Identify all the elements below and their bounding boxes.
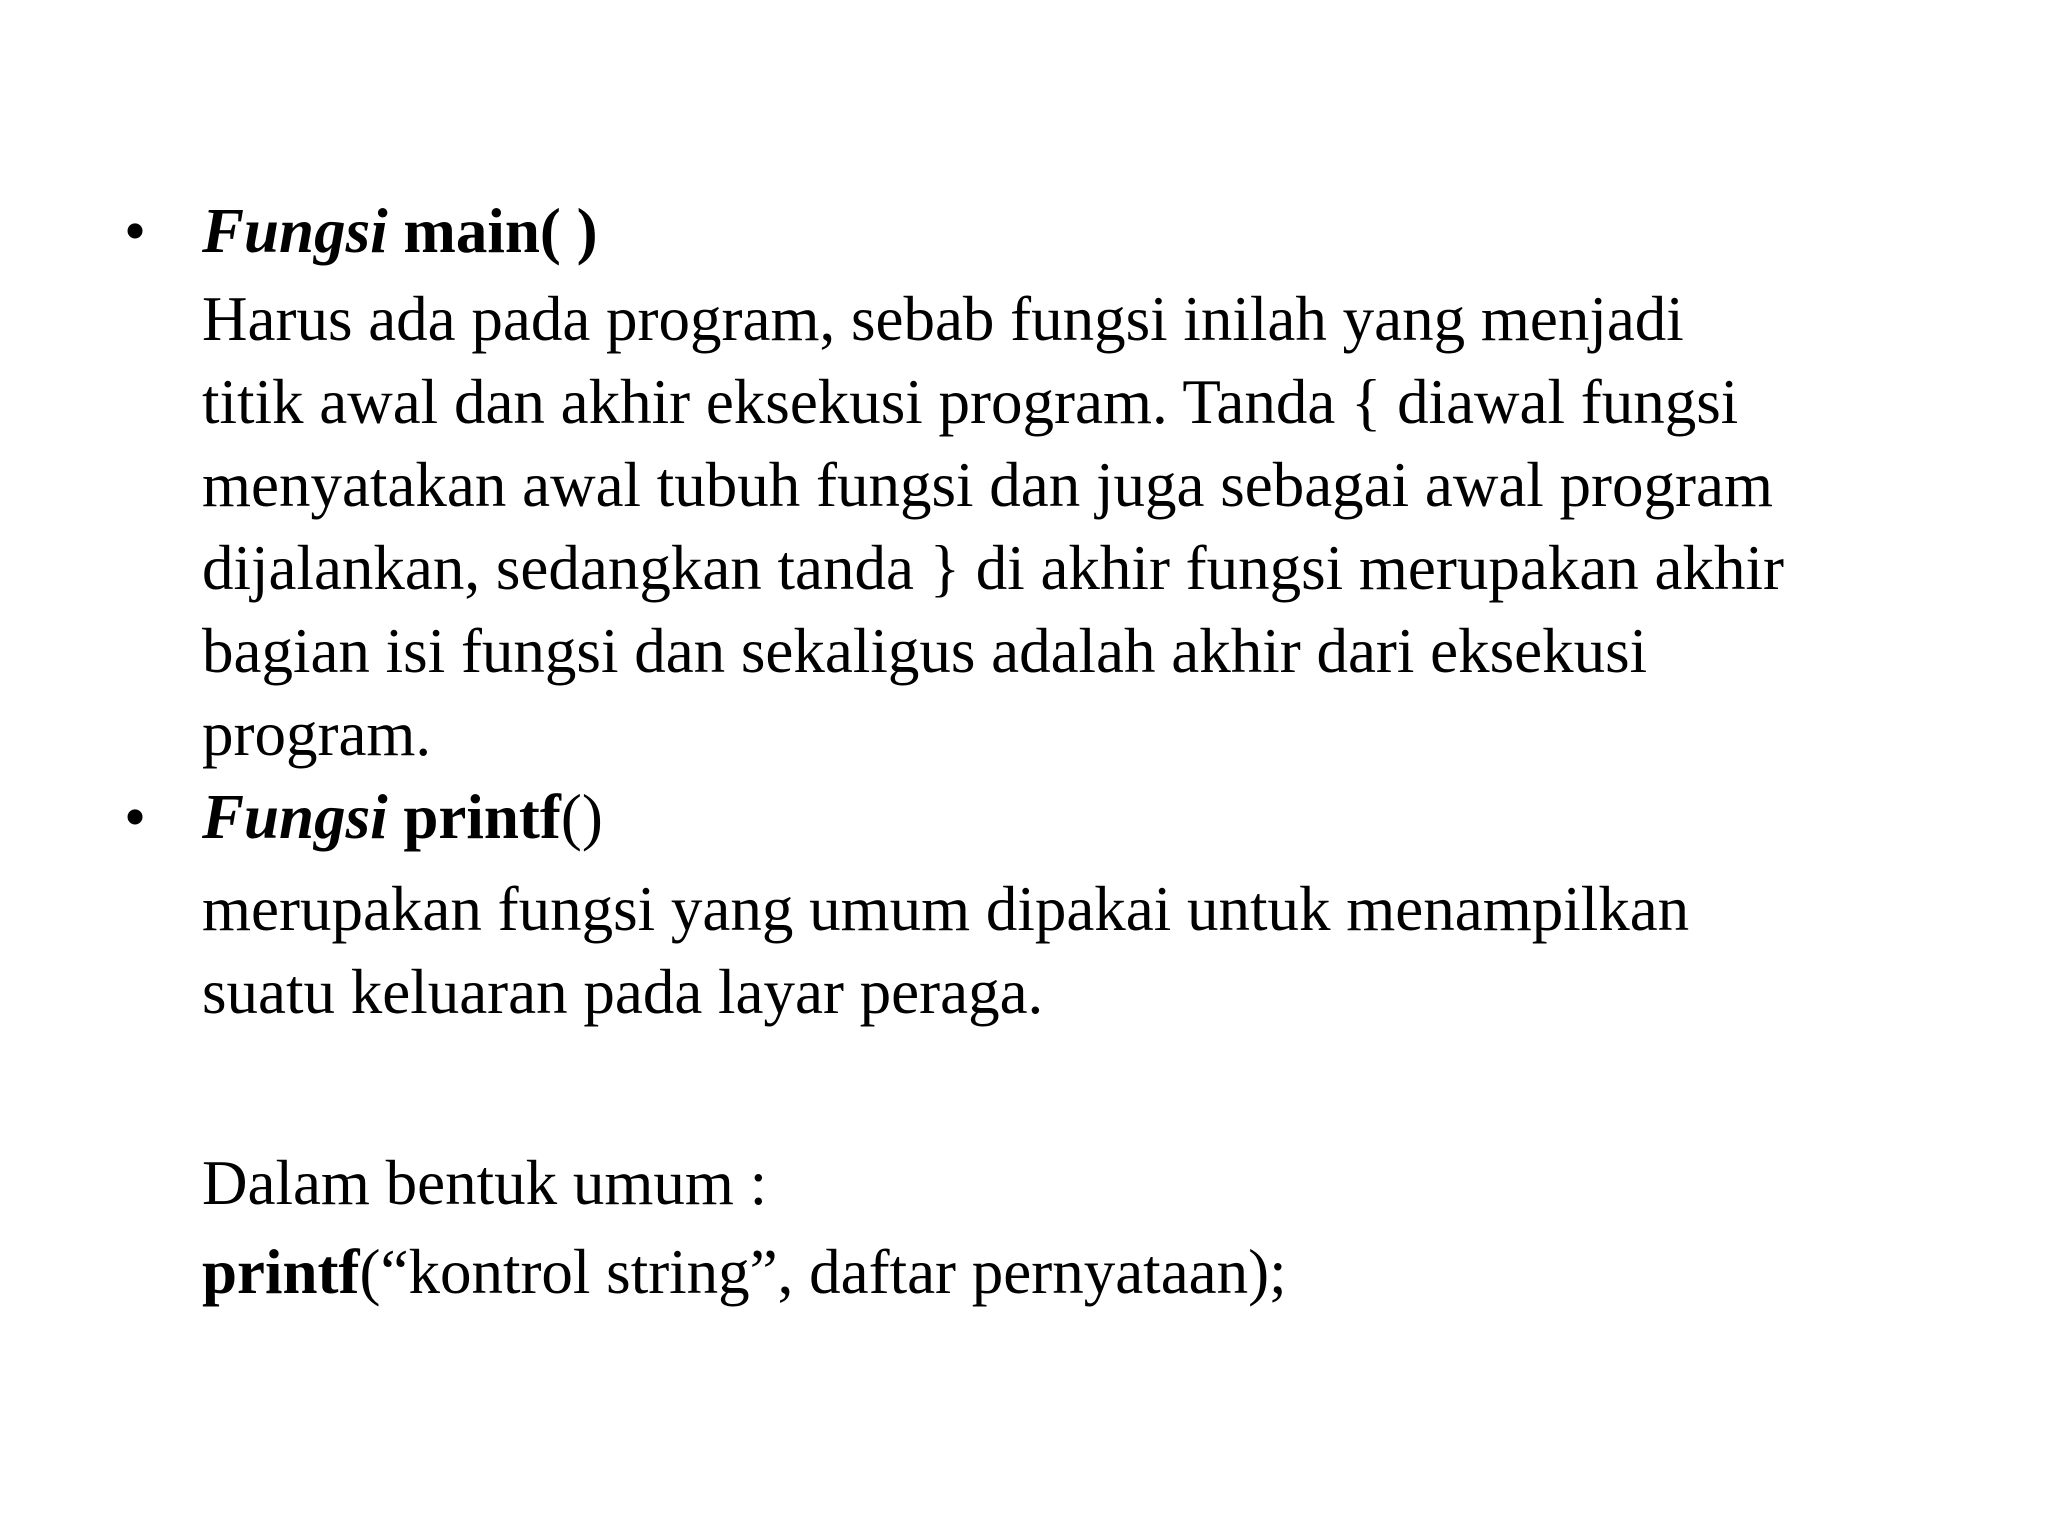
heading-italic-word: Fungsi [202,782,388,852]
bullet-point: • [124,782,147,852]
paragraph-line: merupakan fungsi yang umum dipakai untuk menampilkan [202,874,1690,944]
general-form-text: Dalam bentuk umum : [202,1148,768,1218]
paragraph-line: menyatakan awal tubuh fungsi dan juga sebagai awal program [202,450,1773,520]
heading-italic-word: Fungsi [202,196,388,266]
bullet-main-function [124,190,1984,272]
syntax-arguments: (“kontrol string”, daftar pernyataan); [359,1237,1287,1307]
syntax-function-name: printf [202,1237,360,1307]
paragraph-line: suatu keluaran pada layar peraga. [202,957,1044,1027]
slide-content [124,190,1984,1314]
heading-main-function [202,190,598,272]
general-form-label [202,1142,1984,1225]
main-function-description [202,278,1984,776]
paragraph-line: bagian isi fungsi dan sekaligus adalah akhir dari eksekusi [202,616,1648,686]
syntax-line [202,1231,1984,1314]
heading-printf-function [202,776,603,858]
heading-parentheses: () [560,782,603,852]
bullet-printf-function [124,776,1984,858]
general-form-syntax [202,1231,1984,1314]
heading-function-name: main( ) [387,196,598,266]
heading-function-name: printf [387,782,561,852]
bullet-point: • [124,196,147,266]
paragraph-line: dijalankan, sedangkan tanda } di akhir fungsi merupakan akhir [202,533,1784,603]
paragraph-line: titik awal dan akhir eksekusi program. Tanda { diawal fungsi [202,367,1739,437]
paragraph-line: Harus ada pada program, sebab fungsi inilah yang menjadi [202,284,1684,354]
paragraph-line: program. [202,699,432,769]
printf-function-description [202,868,1984,1034]
